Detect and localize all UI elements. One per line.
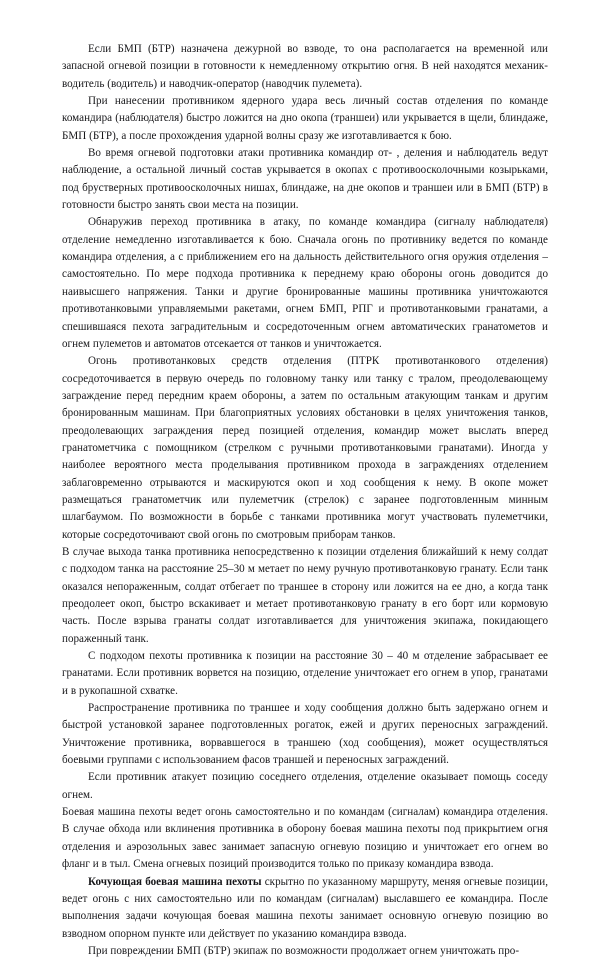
paragraph-8: Распространение противника по траншее и ходу сообщения должно быть задержано огнем и быстрой установкой заранее подготовленных рогаток, ежей и других переносных заграждений. Уничтожение противника, ворвавшегося в траншею (ход сообщения), может осуществляться боевыми группами с использованием фасов траншей и переносных заграждений. — [62, 702, 548, 767]
paragraph-10: Боевая машина пехоты ведет огонь самостоятельно и по командам (сигналам) командира отделения. В случае обхода или вклинения противника в оборону боевая машина пехоты под прикрытием огня отделения и аэрозольных завес занимает запасную огневую позицию и уничтожает его огнем во фланг и в тыл. Смена огневых позиций производится только по приказу командира взвода. — [62, 806, 548, 871]
paragraph-11-body: скрытно по указанному маршруту, меняя огневые позиции, ведет огонь с них самостоятельно или по командам (сигналам) выславшего ее командира. После выполнения задачи кочующая боевая машина пехоты занимает основную огневую позицию во взводном опорном пункте или действует по указанию командира взвода. — [62, 875, 548, 940]
paragraph-11 — [62, 874, 548, 943]
paragraph-7: С подходом пехоты противника к позиции на расстояние 30 – 40 м отделение забрасывает ее гранатами. Если противник ворвется на позицию, отделение уничтожает его огнем в упор, гранатами и в рукопашной схватке. — [62, 650, 548, 697]
paragraph-2: При нанесении противником ядерного удара весь личный состав отделения по команде командира (наблюдателя) быстро ложится на дно окопа (траншеи) или укрывается в щели, блиндаже, БМП (БТР), а после прохождения ударной волны сразу же изготавливается к бою. — [62, 95, 548, 142]
paragraph-6: В случае выхода танка противника непосредственно к позиции отделения ближайший к нему солдат с подходом танка на расстояние 25–30 м метает по нему ручную противотанковую гранату. Если танк оказался непораженным, солдат отбегает по траншее в сторону или ложится на ее дно, а когда танк преодолеет окоп, быстро вскакивает и метает противотанковую гранату в его борт или кормовую часть. После взрыва гранаты солдат изготавливается для уничтожения экипажа, покидающего пораженный танк. — [62, 545, 548, 645]
paragraph-9: Если противник атакует позицию соседнего отделения, отделение оказывает помощь соседу огнем. — [62, 771, 548, 801]
paragraph-1: Если БМП (БТР) назначена дежурной во взводе, то она располагается на временной или запасной огневой позиции в готовности к немедленному открытию огня. В ней находятся механик-водитель (водитель) и наводчик-оператор (наводчик пулемета). — [62, 43, 548, 90]
paragraph-11-bold-lead: Кочующая боевая машина пехоты — [88, 875, 262, 888]
paragraph-3: Во время огневой подготовки атаки противника командир от- , деления и наблюдатель ведут наблюдение, а остальной личный состав укрывается в окопах с противоосколочными козырьками, под брустверных противоосколочных нишах, блиндаже, на дне окопов и траншеи или в БМП (БТР) в готовности быстро занять свои места на позиции. — [62, 147, 548, 212]
paragraph-12: При повреждении БМП (БТР) экипаж по возможности продолжает огнем уничтожать про- — [88, 944, 520, 957]
paragraph-4: Обнаружив переход противника в атаку, по команде командира (сигналу наблюдателя) отделение немедленно изготавливается к бою. Сначала огонь по противнику ведется по команде командира отделения, а с приближением его на дальность действительного огня оружия отделения – самостоятельно. По мере подхода противника к переднему краю обороны огонь доводится до наивысшего напряжения. Танки и другие бронированные машины противника уничтожаются противотанковыми управляемыми ракетами, огнем БМП, РПГ и противотанковыми гранатами, а спешившаяся пехота заградительным и сосредоточенным огнем автоматических гранатометов и огнем пулеметов и автоматов отсекается от танков и уничтожается. — [62, 216, 548, 350]
paragraph-5: Огонь противотанковых средств отделения (ПТРК противотанкового отделения) сосредоточивается в первую очередь по головному танку или танку с тралом, преодолевающему заграждение перед передним краем обороны, а затем по остальным атакующим танкам и другим бронированным машинам. При благоприятных условиях обстановки в целях уничтожения танков, преодолевающих заграждения перед позицией отделения, командир может выслать вперед гранатометчика с помощником (стрелком с ручными противотанковыми гранатами). Иногда у наиболее вероятного места проделывания противником прохода в заграждениях отделением заблаговременно отрываются и маскируются окоп и ход сообщения к нему. В окопе может размещаться гранатометчик или пулеметчик (стрелок) с заранее подготовленным минным шлагбаумом. По возможности в борьбе с танками противника могут участвовать пулеметчики, которые сосредоточивают свой огонь по смотровым приборам танков. — [62, 355, 548, 541]
